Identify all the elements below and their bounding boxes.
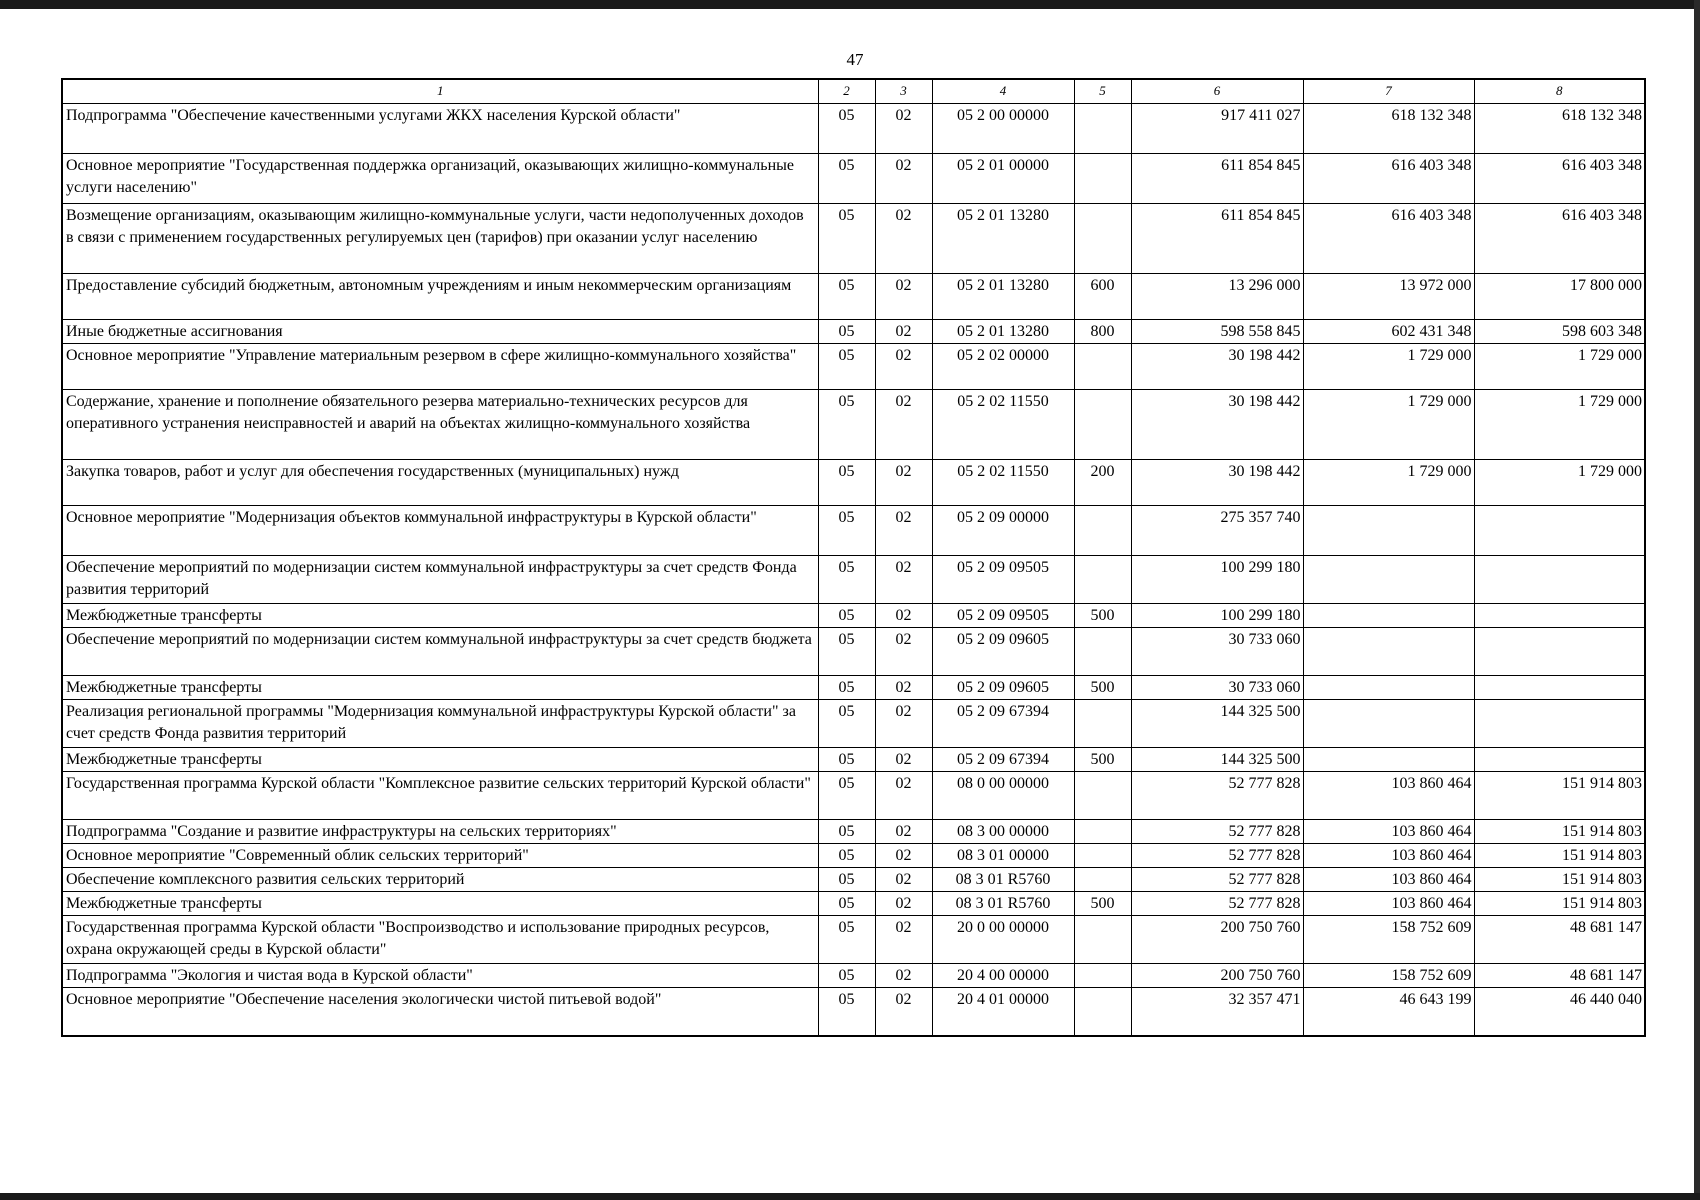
target-article-code: 05 2 09 09505 <box>932 604 1074 628</box>
column-number: 6 <box>1131 79 1303 104</box>
amount-col-8: 618 132 348 <box>1474 104 1645 154</box>
table-row <box>62 460 1645 506</box>
amount-col-8: 616 403 348 <box>1474 204 1645 274</box>
target-article-code: 05 2 01 13280 <box>932 320 1074 344</box>
scan-edge-bottom <box>0 1193 1700 1200</box>
table-row <box>62 748 1645 772</box>
target-article-code: 05 2 09 67394 <box>932 748 1074 772</box>
column-number: 4 <box>932 79 1074 104</box>
section-code: 05 <box>818 104 875 154</box>
expense-type-code <box>1074 820 1131 844</box>
row-name: Обеспечение мероприятий по модернизации систем коммунальной инфраструктуры за счет средств Фонда развития территорий <box>62 556 818 604</box>
expense-type-code <box>1074 964 1131 988</box>
amount-col-7: 1 729 000 <box>1303 344 1474 390</box>
section-code: 05 <box>818 748 875 772</box>
table-row <box>62 104 1645 154</box>
target-article-code: 05 2 09 67394 <box>932 700 1074 748</box>
expense-type-code <box>1074 844 1131 868</box>
amount-col-7 <box>1303 628 1474 676</box>
target-article-code: 05 2 09 09605 <box>932 628 1074 676</box>
expense-type-code: 500 <box>1074 604 1131 628</box>
column-number: 8 <box>1474 79 1645 104</box>
row-name: Обеспечение мероприятий по модернизации систем коммунальной инфраструктуры за счет средств бюджета <box>62 628 818 676</box>
amount-col-8: 151 914 803 <box>1474 868 1645 892</box>
expense-type-code <box>1074 772 1131 820</box>
amount-col-6: 52 777 828 <box>1131 868 1303 892</box>
row-name: Государственная программа Курской области "Воспроизводство и использование природных ресурсов, охрана окружающей среды в Курской области" <box>62 916 818 964</box>
section-code: 05 <box>818 344 875 390</box>
expense-type-code <box>1074 916 1131 964</box>
amount-col-7: 158 752 609 <box>1303 964 1474 988</box>
amount-col-8: 1 729 000 <box>1474 344 1645 390</box>
subsection-code: 02 <box>875 700 932 748</box>
table-row <box>62 772 1645 820</box>
expense-type-code <box>1074 104 1131 154</box>
row-name: Основное мероприятие "Обеспечение населения экологически чистой питьевой водой" <box>62 988 818 1036</box>
target-article-code: 05 2 09 00000 <box>932 506 1074 556</box>
subsection-code: 02 <box>875 556 932 604</box>
amount-col-6: 52 777 828 <box>1131 844 1303 868</box>
target-article-code: 05 2 02 11550 <box>932 460 1074 506</box>
amount-col-6: 52 777 828 <box>1131 820 1303 844</box>
section-code: 05 <box>818 390 875 460</box>
subsection-code: 02 <box>875 916 932 964</box>
amount-col-7 <box>1303 676 1474 700</box>
row-name: Основное мероприятие "Современный облик сельских территорий" <box>62 844 818 868</box>
amount-col-8: 1 729 000 <box>1474 390 1645 460</box>
subsection-code: 02 <box>875 868 932 892</box>
subsection-code: 02 <box>875 506 932 556</box>
table-row <box>62 988 1645 1036</box>
amount-col-8: 151 914 803 <box>1474 892 1645 916</box>
table-row <box>62 820 1645 844</box>
expense-type-code <box>1074 154 1131 204</box>
section-code: 05 <box>818 964 875 988</box>
amount-col-7: 46 643 199 <box>1303 988 1474 1036</box>
column-number: 3 <box>875 79 932 104</box>
target-article-code: 05 2 01 00000 <box>932 154 1074 204</box>
target-article-code: 08 0 00 00000 <box>932 772 1074 820</box>
section-code: 05 <box>818 916 875 964</box>
amount-col-7: 158 752 609 <box>1303 916 1474 964</box>
row-name: Предоставление субсидий бюджетным, автономным учреждениям и иным некоммерческим организациям <box>62 274 818 320</box>
subsection-code: 02 <box>875 604 932 628</box>
row-name: Закупка товаров, работ и услуг для обеспечения государственных (муниципальных) нужд <box>62 460 818 506</box>
target-article-code: 08 3 01 R5760 <box>932 892 1074 916</box>
column-number: 1 <box>62 79 818 104</box>
target-article-code: 20 0 00 00000 <box>932 916 1074 964</box>
expense-type-code <box>1074 344 1131 390</box>
target-article-code: 08 3 00 00000 <box>932 820 1074 844</box>
subsection-code: 02 <box>875 154 932 204</box>
amount-col-7 <box>1303 700 1474 748</box>
amount-col-6: 917 411 027 <box>1131 104 1303 154</box>
subsection-code: 02 <box>875 390 932 460</box>
amount-col-6: 611 854 845 <box>1131 154 1303 204</box>
amount-col-8 <box>1474 628 1645 676</box>
amount-col-6: 32 357 471 <box>1131 988 1303 1036</box>
amount-col-6: 275 357 740 <box>1131 506 1303 556</box>
amount-col-7: 103 860 464 <box>1303 844 1474 868</box>
amount-col-6: 30 198 442 <box>1131 344 1303 390</box>
expense-type-code <box>1074 988 1131 1036</box>
subsection-code: 02 <box>875 628 932 676</box>
scan-edge-right <box>1694 0 1700 1200</box>
table-row <box>62 154 1645 204</box>
row-name: Возмещение организациям, оказывающим жилищно-коммунальные услуги, части недополученных доходов в связи с применением государственных регулируемых цен (тарифов) при оказании услуг населению <box>62 204 818 274</box>
subsection-code: 02 <box>875 892 932 916</box>
table-row <box>62 320 1645 344</box>
page-number: 47 <box>846 50 864 69</box>
table-row <box>62 676 1645 700</box>
amount-col-8 <box>1474 700 1645 748</box>
amount-col-7: 1 729 000 <box>1303 390 1474 460</box>
amount-col-7: 602 431 348 <box>1303 320 1474 344</box>
section-code: 05 <box>818 844 875 868</box>
expense-type-code: 600 <box>1074 274 1131 320</box>
subsection-code: 02 <box>875 274 932 320</box>
amount-col-8: 616 403 348 <box>1474 154 1645 204</box>
column-number: 2 <box>818 79 875 104</box>
amount-col-7 <box>1303 748 1474 772</box>
subsection-code: 02 <box>875 204 932 274</box>
row-name: Основное мероприятие "Управление материальным резервом в сфере жилищно-коммунального хозяйства" <box>62 344 818 390</box>
table-row <box>62 556 1645 604</box>
expense-type-code <box>1074 506 1131 556</box>
subsection-code: 02 <box>875 772 932 820</box>
amount-col-6: 52 777 828 <box>1131 772 1303 820</box>
target-article-code: 05 2 01 13280 <box>932 274 1074 320</box>
amount-col-6: 100 299 180 <box>1131 556 1303 604</box>
amount-col-8 <box>1474 676 1645 700</box>
expense-type-code <box>1074 700 1131 748</box>
amount-col-6: 30 198 442 <box>1131 390 1303 460</box>
amount-col-6: 611 854 845 <box>1131 204 1303 274</box>
table-row <box>62 868 1645 892</box>
amount-col-8: 151 914 803 <box>1474 844 1645 868</box>
subsection-code: 02 <box>875 964 932 988</box>
expense-type-code: 500 <box>1074 748 1131 772</box>
section-code: 05 <box>818 676 875 700</box>
subsection-code: 02 <box>875 104 932 154</box>
amount-col-8: 48 681 147 <box>1474 964 1645 988</box>
row-name: Основное мероприятие "Государственная поддержка организаций, оказывающих жилищно-коммунальные услуги населению" <box>62 154 818 204</box>
amount-col-6: 598 558 845 <box>1131 320 1303 344</box>
expense-type-code: 500 <box>1074 676 1131 700</box>
column-number: 5 <box>1074 79 1131 104</box>
section-code: 05 <box>818 988 875 1036</box>
amount-col-6: 200 750 760 <box>1131 916 1303 964</box>
amount-col-6: 100 299 180 <box>1131 604 1303 628</box>
amount-col-7: 103 860 464 <box>1303 820 1474 844</box>
row-name: Межбюджетные трансферты <box>62 604 818 628</box>
row-name: Подпрограмма "Создание и развитие инфраструктуры на сельских территориях" <box>62 820 818 844</box>
amount-col-7: 616 403 348 <box>1303 154 1474 204</box>
amount-col-6: 30 733 060 <box>1131 628 1303 676</box>
target-article-code: 05 2 01 13280 <box>932 204 1074 274</box>
amount-col-6: 52 777 828 <box>1131 892 1303 916</box>
amount-col-6: 144 325 500 <box>1131 748 1303 772</box>
section-code: 05 <box>818 700 875 748</box>
table-row <box>62 628 1645 676</box>
section-code: 05 <box>818 868 875 892</box>
section-code: 05 <box>818 274 875 320</box>
amount-col-7 <box>1303 506 1474 556</box>
subsection-code: 02 <box>875 988 932 1036</box>
section-code: 05 <box>818 604 875 628</box>
row-name: Обеспечение комплексного развития сельских территорий <box>62 868 818 892</box>
expense-type-code: 500 <box>1074 892 1131 916</box>
section-code: 05 <box>818 556 875 604</box>
table-row <box>62 700 1645 748</box>
amount-col-8 <box>1474 506 1645 556</box>
column-number: 7 <box>1303 79 1474 104</box>
amount-col-7: 13 972 000 <box>1303 274 1474 320</box>
table-row <box>62 916 1645 964</box>
row-name: Межбюджетные трансферты <box>62 892 818 916</box>
amount-col-6: 144 325 500 <box>1131 700 1303 748</box>
row-name: Содержание, хранение и пополнение обязательного резерва материально-технических ресурсов для оперативного устранения неисправностей и аварий на объектах жилищно-коммунального хозяйства <box>62 390 818 460</box>
table-row <box>62 274 1645 320</box>
column-number-row <box>62 79 1645 104</box>
target-article-code: 20 4 01 00000 <box>932 988 1074 1036</box>
section-code: 05 <box>818 820 875 844</box>
table-row <box>62 506 1645 556</box>
subsection-code: 02 <box>875 344 932 390</box>
target-article-code: 05 2 02 00000 <box>932 344 1074 390</box>
section-code: 05 <box>818 772 875 820</box>
amount-col-7: 618 132 348 <box>1303 104 1474 154</box>
expense-type-code: 200 <box>1074 460 1131 506</box>
amount-col-6: 30 733 060 <box>1131 676 1303 700</box>
section-code: 05 <box>818 154 875 204</box>
row-name: Государственная программа Курской области "Комплексное развитие сельских территорий Курской области" <box>62 772 818 820</box>
table-row <box>62 604 1645 628</box>
section-code: 05 <box>818 628 875 676</box>
section-code: 05 <box>818 892 875 916</box>
table-row <box>62 892 1645 916</box>
target-article-code: 08 3 01 00000 <box>932 844 1074 868</box>
amount-col-6: 30 198 442 <box>1131 460 1303 506</box>
table-row <box>62 844 1645 868</box>
amount-col-8 <box>1474 556 1645 604</box>
table-row <box>62 344 1645 390</box>
target-article-code: 05 2 09 09505 <box>932 556 1074 604</box>
target-article-code: 05 2 02 11550 <box>932 390 1074 460</box>
amount-col-7: 616 403 348 <box>1303 204 1474 274</box>
table-row <box>62 204 1645 274</box>
target-article-code: 20 4 00 00000 <box>932 964 1074 988</box>
expense-type-code <box>1074 868 1131 892</box>
subsection-code: 02 <box>875 676 932 700</box>
subsection-code: 02 <box>875 460 932 506</box>
amount-col-7: 103 860 464 <box>1303 772 1474 820</box>
expense-type-code <box>1074 204 1131 274</box>
row-name: Основное мероприятие "Модернизация объектов коммунальной инфраструктуры в Курской области" <box>62 506 818 556</box>
amount-col-7: 103 860 464 <box>1303 892 1474 916</box>
amount-col-8: 598 603 348 <box>1474 320 1645 344</box>
row-name: Иные бюджетные ассигнования <box>62 320 818 344</box>
subsection-code: 02 <box>875 820 932 844</box>
amount-col-6: 200 750 760 <box>1131 964 1303 988</box>
subsection-code: 02 <box>875 844 932 868</box>
amount-col-8 <box>1474 604 1645 628</box>
amount-col-7 <box>1303 604 1474 628</box>
amount-col-8: 1 729 000 <box>1474 460 1645 506</box>
table-row <box>62 964 1645 988</box>
row-name: Межбюджетные трансферты <box>62 676 818 700</box>
row-name: Подпрограмма "Обеспечение качественными услугами ЖКХ населения Курской области" <box>62 104 818 154</box>
expense-type-code: 800 <box>1074 320 1131 344</box>
amount-col-8: 151 914 803 <box>1474 820 1645 844</box>
target-article-code: 05 2 00 00000 <box>932 104 1074 154</box>
amount-col-7 <box>1303 556 1474 604</box>
amount-col-7: 1 729 000 <box>1303 460 1474 506</box>
amount-col-8: 48 681 147 <box>1474 916 1645 964</box>
row-name: Реализация региональной программы "Модернизация коммунальной инфраструктуры Курской области" за счет средств Фонда развития территорий <box>62 700 818 748</box>
amount-col-8: 46 440 040 <box>1474 988 1645 1036</box>
table-body <box>62 79 1645 1036</box>
amount-col-8: 151 914 803 <box>1474 772 1645 820</box>
subsection-code: 02 <box>875 748 932 772</box>
row-name: Подпрограмма "Экология и чистая вода в Курской области" <box>62 964 818 988</box>
scan-edge-top <box>0 0 1700 9</box>
expense-type-code <box>1074 628 1131 676</box>
section-code: 05 <box>818 506 875 556</box>
section-code: 05 <box>818 204 875 274</box>
section-code: 05 <box>818 460 875 506</box>
budget-table <box>61 78 1646 1037</box>
target-article-code: 08 3 01 R5760 <box>932 868 1074 892</box>
section-code: 05 <box>818 320 875 344</box>
amount-col-6: 13 296 000 <box>1131 274 1303 320</box>
target-article-code: 05 2 09 09605 <box>932 676 1074 700</box>
row-name: Межбюджетные трансферты <box>62 748 818 772</box>
table-row <box>62 390 1645 460</box>
subsection-code: 02 <box>875 320 932 344</box>
expense-type-code <box>1074 556 1131 604</box>
amount-col-7: 103 860 464 <box>1303 868 1474 892</box>
expense-type-code <box>1074 390 1131 460</box>
amount-col-8: 17 800 000 <box>1474 274 1645 320</box>
amount-col-8 <box>1474 748 1645 772</box>
